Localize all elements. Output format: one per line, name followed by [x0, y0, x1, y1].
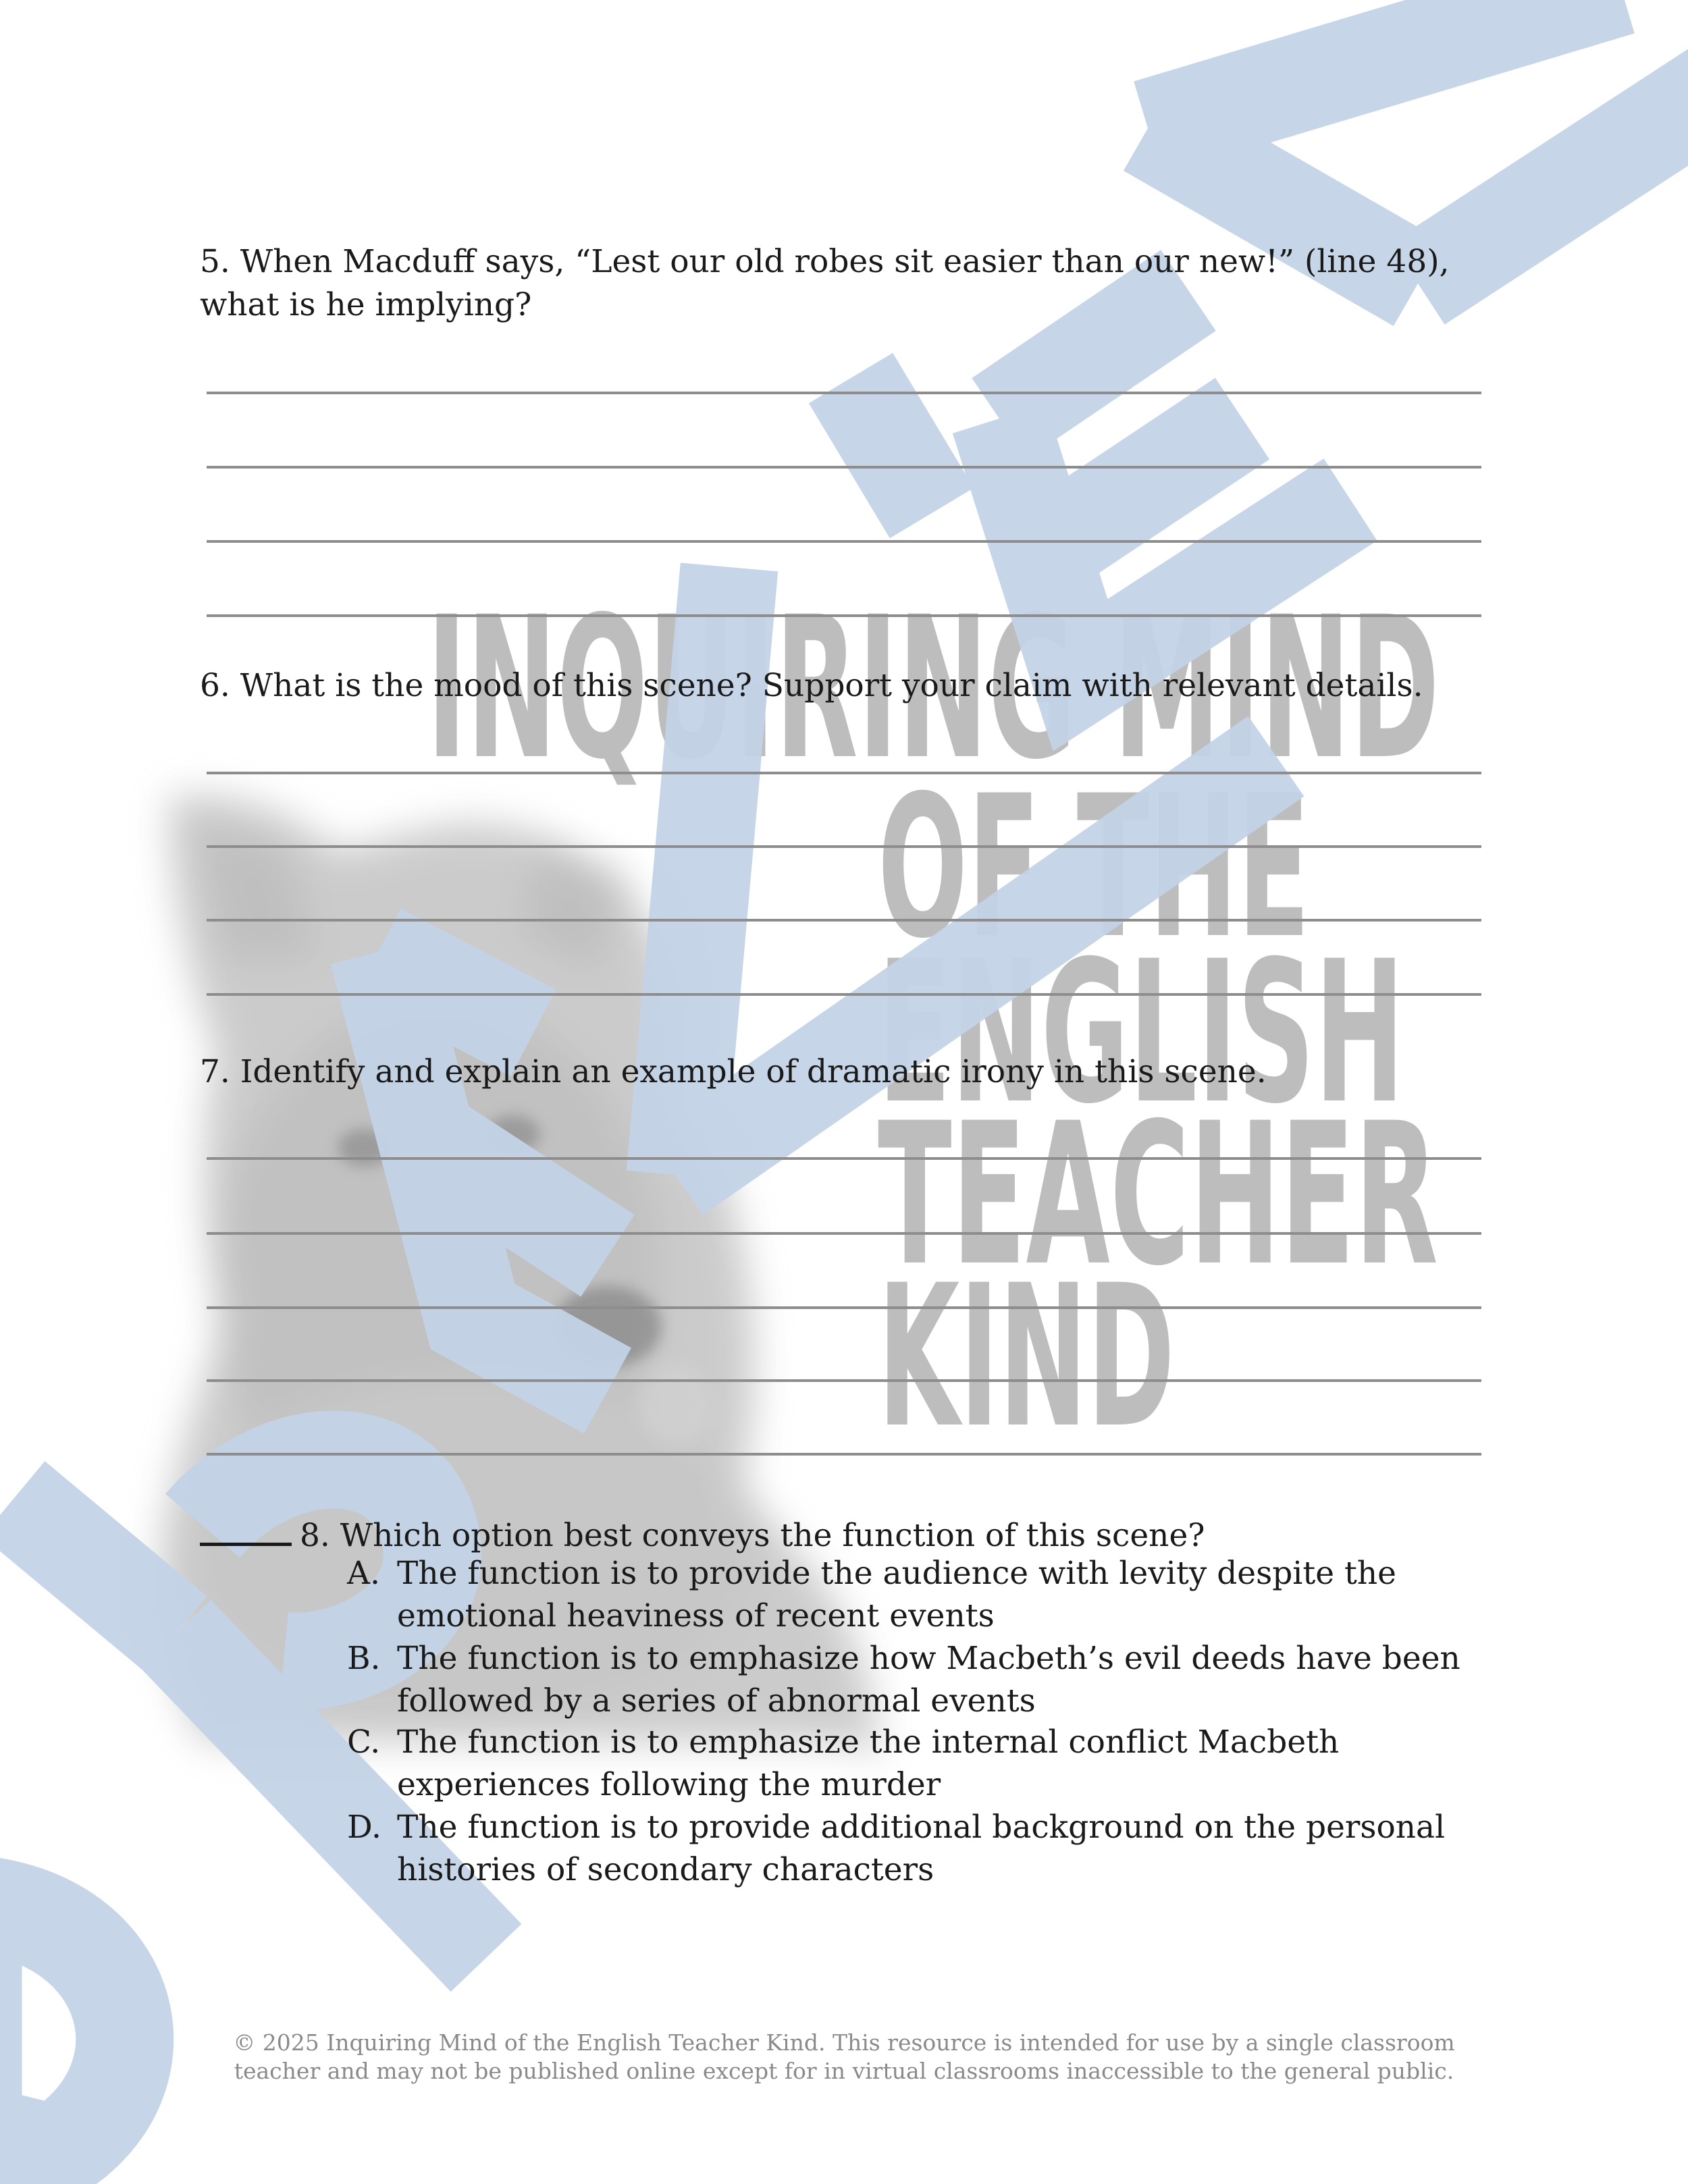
option-d-letter: D. [347, 1809, 381, 1846]
watermark-line-4: TEACHER [878, 1082, 1438, 1309]
question-8 [200, 1510, 1483, 1557]
q7-answer-line-5[interactable] [207, 1453, 1481, 1456]
q5-answer-line-4[interactable] [207, 614, 1481, 617]
option-a-letter: A. [347, 1555, 380, 1592]
q6-answer-line-3[interactable] [207, 919, 1481, 922]
watermark-line-3: ENGLISH [878, 920, 1404, 1147]
q7-answer-line-3[interactable] [207, 1306, 1481, 1309]
answer-blank[interactable] [200, 1510, 292, 1546]
option-c-letter: C. [347, 1724, 381, 1761]
q6-answer-line-1[interactable] [207, 772, 1481, 774]
option-a-text: The function is to provide the audience with levity despite the emotional heaviness of recent events [397, 1555, 1396, 1634]
question-6-text: 6. What is the mood of this scene? Support your claim with relevant details. [200, 667, 1423, 704]
q5-answer-line-3[interactable] [207, 540, 1481, 543]
question-7-text: 7. Identify and explain an example of dramatic irony in this scene. [200, 1053, 1267, 1090]
q7-answer-line-2[interactable] [207, 1232, 1481, 1235]
watermark-line-2: OF THE [878, 754, 1310, 982]
option-c-text: The function is to emphasize the internal conflict Macbeth experiences following the murder [397, 1724, 1340, 1803]
q5-answer-line-2[interactable] [207, 466, 1481, 469]
copyright-footer: © 2025 Inquiring Mind of the English Teacher Kind. This resource is intended for use by a single classroom teacher and may not be published online except for in virtual classrooms inaccessible to the general public. [233, 2029, 1455, 2084]
q5-answer-line-1[interactable] [207, 392, 1481, 394]
option-b-text: The function is to emphasize how Macbeth’s evil deeds have been followed by a series of abnormal events [397, 1640, 1460, 1720]
q6-answer-line-2[interactable] [207, 845, 1481, 848]
watermark-line-5: KIND [878, 1244, 1175, 1471]
q7-answer-line-1[interactable] [207, 1157, 1481, 1160]
question-5-text: 5. When Macduff says, “Lest our old robes sit easier than our new!” (line 48), what is he implying? [200, 243, 1450, 323]
question-8-text: 8. Which option best conveys the function of this scene? [300, 1517, 1205, 1554]
q6-answer-line-4[interactable] [207, 993, 1481, 996]
option-b-letter: B. [347, 1640, 381, 1677]
watermark-line-1: INQUIRING MIND [427, 575, 1440, 803]
q7-answer-line-4[interactable] [207, 1379, 1481, 1382]
option-d-text: The function is to provide additional background on the personal histories of secondary characters [397, 1809, 1446, 1888]
